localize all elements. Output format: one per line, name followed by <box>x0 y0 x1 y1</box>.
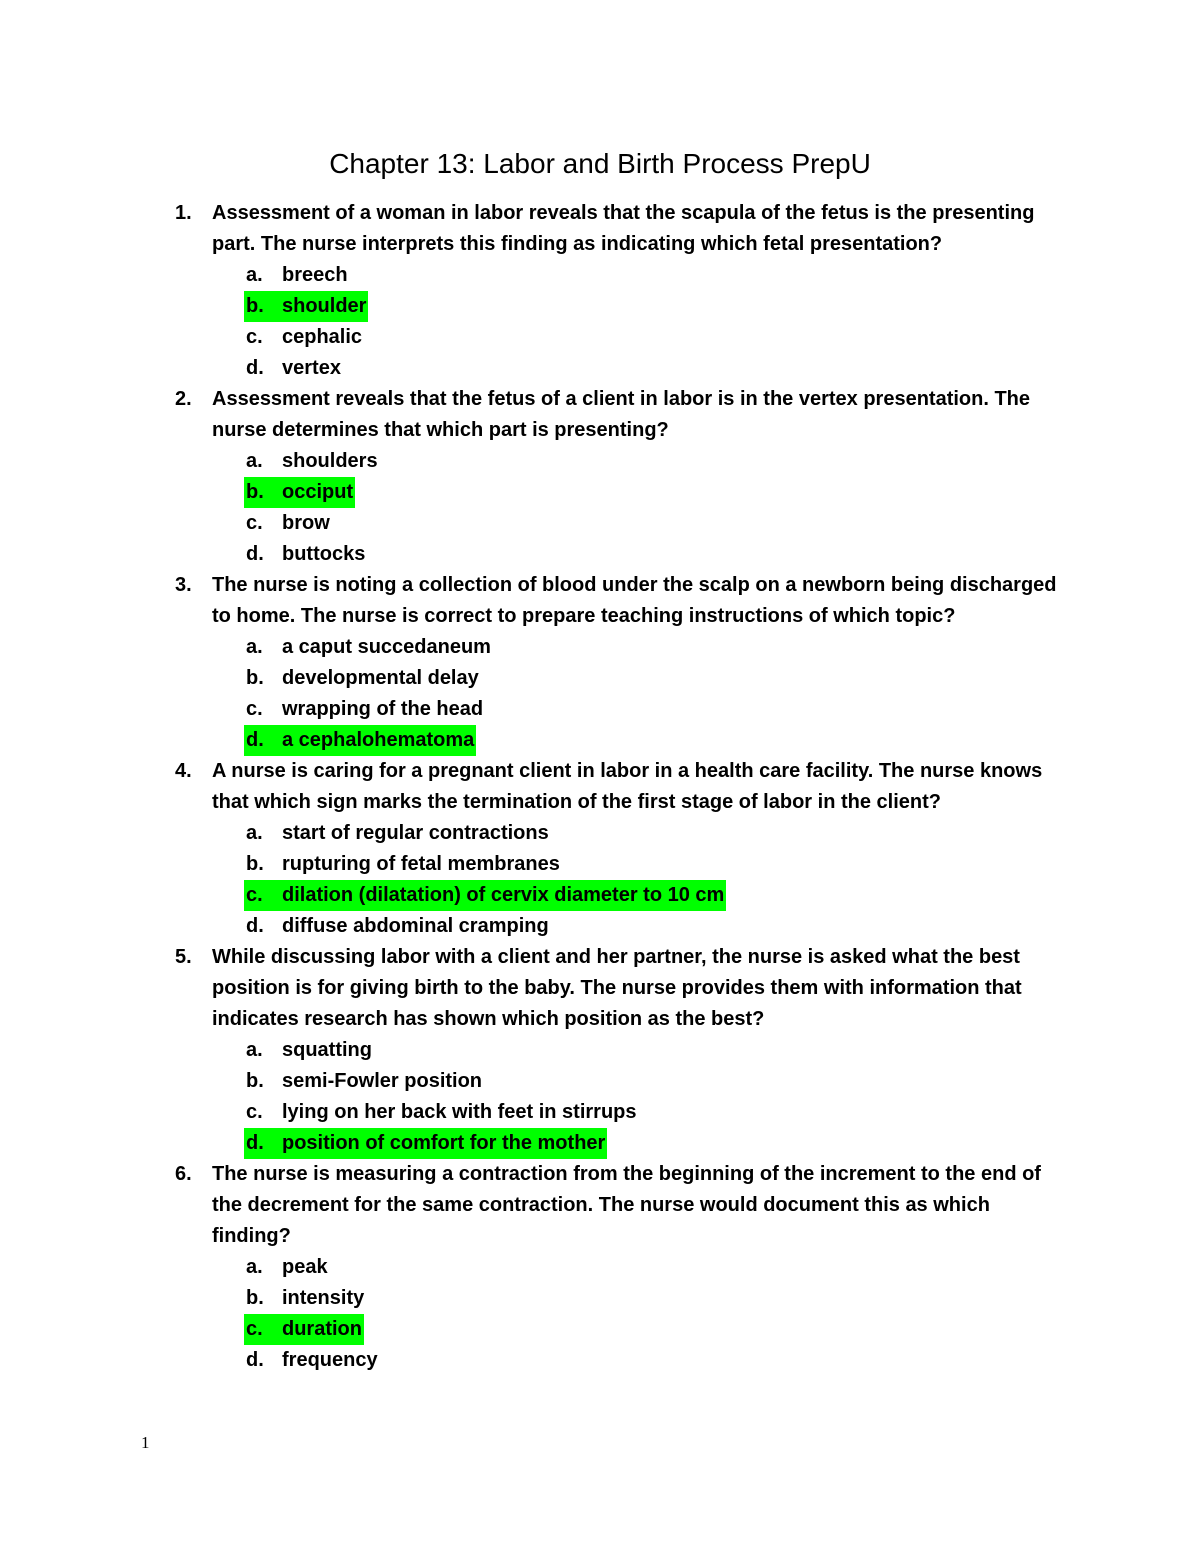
answer-option <box>246 353 1200 384</box>
option-text: squatting <box>282 1039 372 1061</box>
option-text: developmental delay <box>282 667 479 689</box>
answer-option <box>246 663 1200 694</box>
option-text: a caput succedaneum <box>282 636 491 658</box>
question-number: 3. <box>175 574 192 596</box>
option-letter: c. <box>246 326 263 348</box>
option-text: a cephalohematoma <box>282 729 475 751</box>
answer-option <box>246 694 1200 725</box>
option-text: frequency <box>282 1349 378 1371</box>
option-text: buttocks <box>282 543 366 565</box>
option-text: brow <box>282 512 330 534</box>
option-text: peak <box>282 1256 328 1278</box>
question-item <box>0 570 1200 756</box>
question-item <box>0 756 1200 942</box>
option-letter: c. <box>246 1318 263 1340</box>
question-text: The nurse is noting a collection of blood under the scalp on a newborn being discharged to home. The nurse is correct to prepare teaching instructions of which topic? <box>212 574 1057 627</box>
question-text: Assessment reveals that the fetus of a client in labor is in the vertex presentation. The nurse determines that which part is presenting? <box>212 388 1031 441</box>
answer-option <box>246 260 1200 291</box>
option-text: rupturing of fetal membranes <box>282 853 560 875</box>
option-letter: d. <box>246 543 264 565</box>
answer-option-list <box>0 1252 1200 1376</box>
question-item <box>0 384 1200 570</box>
answer-option-correct <box>246 477 1200 508</box>
question-number: 1. <box>175 202 192 224</box>
answer-option-correct <box>246 1128 1200 1159</box>
option-letter: b. <box>246 1070 264 1092</box>
option-letter: d. <box>246 729 264 751</box>
page-title: Chapter 13: Labor and Birth Process PrepU <box>329 148 871 179</box>
option-text: position of comfort for the mother <box>282 1132 606 1154</box>
question-number: 2. <box>175 388 192 410</box>
answer-option <box>246 818 1200 849</box>
answer-option <box>246 1097 1200 1128</box>
answer-option <box>246 1345 1200 1376</box>
question-number: 6. <box>175 1163 192 1185</box>
option-letter: b. <box>246 1287 264 1309</box>
answer-option-list <box>0 260 1200 384</box>
question-text: While discussing labor with a client and her partner, the nurse is asked what the best position is for giving birth to the baby. The nurse provides them with information that indicates research has shown which position as the best? <box>212 946 1022 1030</box>
page-number: 1 <box>141 1433 150 1452</box>
question-text: The nurse is measuring a contraction from the beginning of the increment to the end of the decrement for the same contraction. The nurse would document this as which finding? <box>212 1163 1041 1247</box>
option-text: dilation (dilatation) of cervix diameter to 10 cm <box>282 884 725 906</box>
option-letter: b. <box>246 667 264 689</box>
option-letter: d. <box>246 1349 264 1371</box>
answer-option <box>246 849 1200 880</box>
option-text: start of regular contractions <box>282 822 549 844</box>
option-letter: d. <box>246 357 264 379</box>
option-letter: b. <box>246 853 264 875</box>
answer-option-correct <box>246 1314 1200 1345</box>
option-letter: a. <box>246 1039 263 1061</box>
option-letter: d. <box>246 1132 264 1154</box>
answer-option-list <box>0 818 1200 942</box>
option-letter: c. <box>246 698 263 720</box>
question-number: 5. <box>175 946 192 968</box>
option-text: semi-Fowler position <box>282 1070 483 1092</box>
option-text: duration <box>282 1318 362 1340</box>
option-text: occiput <box>282 481 354 503</box>
option-text: lying on her back with feet in stirrups <box>282 1101 637 1123</box>
answer-option-correct <box>246 880 1200 911</box>
option-text: wrapping of the head <box>282 698 484 720</box>
answer-option <box>246 508 1200 539</box>
question-text: A nurse is caring for a pregnant client in labor in a health care facility. The nurse knows that which sign marks the termination of the first stage of labor in the client? <box>212 760 1043 813</box>
answer-option <box>246 1066 1200 1097</box>
answer-option <box>246 632 1200 663</box>
answer-option-list <box>0 632 1200 756</box>
answer-option-list <box>0 1035 1200 1159</box>
answer-option <box>246 911 1200 942</box>
option-text: diffuse abdominal cramping <box>282 915 549 937</box>
question-text: Assessment of a woman in labor reveals that the scapula of the fetus is the presenting part. The nurse interprets this finding as indicating which fetal presentation? <box>212 202 1035 255</box>
option-letter: a. <box>246 636 263 658</box>
question-item <box>0 942 1200 1159</box>
option-letter: a. <box>246 1256 263 1278</box>
option-letter: b. <box>246 295 264 317</box>
option-letter: c. <box>246 512 263 534</box>
option-letter: a. <box>246 450 263 472</box>
option-text: shoulder <box>282 295 367 317</box>
option-letter: d. <box>246 915 264 937</box>
answer-option <box>246 539 1200 570</box>
answer-option <box>246 1283 1200 1314</box>
option-letter: a. <box>246 264 263 286</box>
option-text: intensity <box>282 1287 365 1309</box>
question-list <box>0 198 1200 1376</box>
question-item <box>0 198 1200 384</box>
answer-option <box>246 1035 1200 1066</box>
answer-option <box>246 322 1200 353</box>
option-letter: b. <box>246 481 264 503</box>
answer-option-list <box>0 446 1200 570</box>
answer-option <box>246 446 1200 477</box>
answer-option <box>246 1252 1200 1283</box>
question-number: 4. <box>175 760 192 782</box>
option-text: cephalic <box>282 326 363 348</box>
answer-option-correct <box>246 291 1200 322</box>
option-letter: a. <box>246 822 263 844</box>
option-text: shoulders <box>282 450 378 472</box>
option-letter: c. <box>246 884 263 906</box>
question-item <box>0 1159 1200 1376</box>
answer-option-correct <box>246 725 1200 756</box>
option-text: vertex <box>282 357 341 379</box>
option-letter: c. <box>246 1101 263 1123</box>
option-text: breech <box>282 264 348 286</box>
